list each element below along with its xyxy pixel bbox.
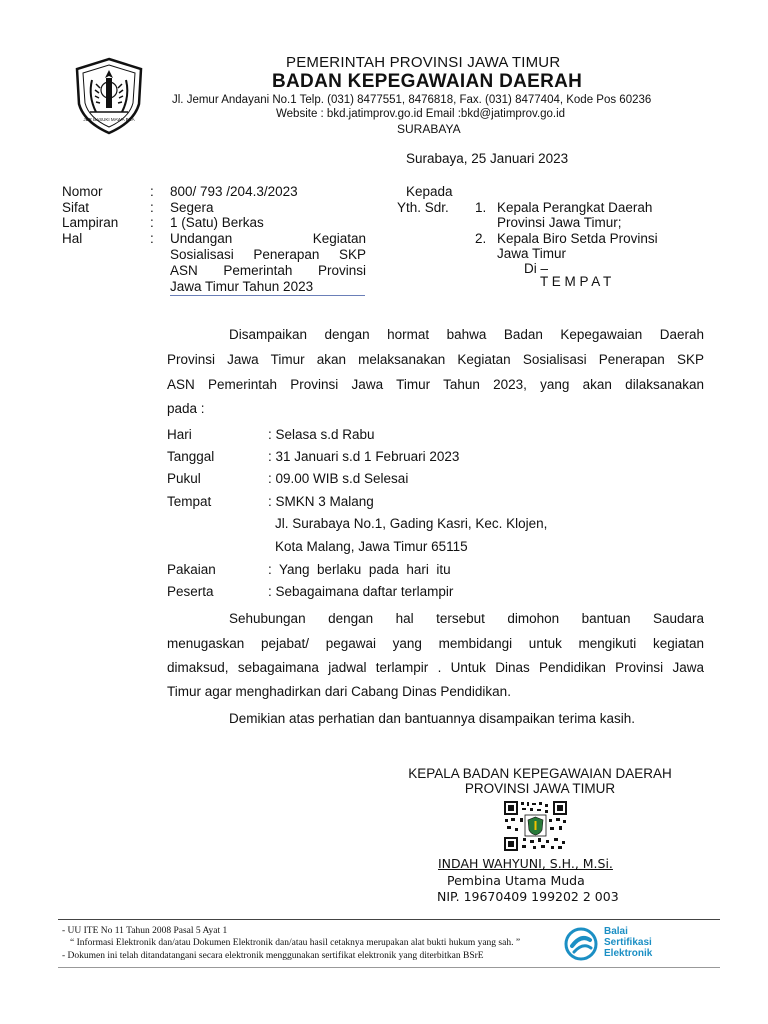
signature-name: INDAH WAHYUNI, S.H., M.Si. [438,856,613,871]
detail-peserta-label: Peserta [167,584,214,599]
footer-divider-top [58,919,720,920]
meta-sifat-sep: : [150,200,154,215]
para1-line-4: pada : [167,401,205,416]
recipient-item-1-line-1: Kepala Perangkat Daerah [497,200,653,215]
para2-line-2: menugaskan pejabat/ pegawai yang membidangi untuk mengikuti kegiatan [167,636,704,651]
signature-title-2: PROVINSI JAWA TIMUR [464,781,616,796]
subject-underline [170,295,365,296]
detail-address-line-2: Kota Malang, Jawa Timur 65115 [275,539,468,554]
bsre-label [604,926,652,959]
detail-pakaian-value: : Yang berlaku pada hari itu [268,562,451,577]
bsre-label-line-1: Balai [604,926,628,937]
detail-pakaian-label: Pakaian [167,562,216,577]
signature-title-1: KEPALA BADAN KEPEGAWAIAN DAERAH [408,766,672,781]
footer-line-3: - Dokumen ini telah ditandatangani secara elektronik menggunakan sertifikat elektronik yang diterbitkan BSrE [62,951,484,961]
meta-lampiran-label: Lampiran [62,215,119,230]
meta-nomor-value: 800/ 793 /204.3/2023 [170,184,298,199]
para1-line-2: Provinsi Jawa Timur akan melaksanakan Kegiatan Sosialisasi Penerapan SKP [167,352,704,367]
meta-sifat-value: Segera [170,200,214,215]
recipient-yth: Yth. Sdr. [397,200,449,215]
footer-line-1: - UU ITE No 11 Tahun 2008 Pasal 5 Ayat 1 [62,926,228,936]
detail-hari-value: : Selasa s.d Rabu [268,427,375,442]
detail-peserta-value: : Sebagaimana daftar terlampir [268,584,454,599]
meta-hal-label: Hal [62,231,83,246]
signature-nip: NIP. 19670409 199202 2 003 [437,889,619,904]
detail-tempat-label: Tempat [167,494,212,509]
signature-qr-code [503,800,568,852]
recipient-num-2: 2. [475,231,487,246]
meta-lampiran-value: 1 (Satu) Berkas [170,215,264,230]
closing-sentence: Demikian atas perhatian dan bantuannya disampaikan terima kasih. [229,711,635,726]
bsre-label-line-3: Elektronik [604,948,653,959]
letterhead-city: SURABAYA [397,122,461,136]
meta-hal-sep: : [150,231,154,246]
detail-tanggal-label: Tanggal [167,449,215,464]
recipient-item-2-line-2: Jawa Timur [497,246,567,261]
detail-address-line-1: Jl. Surabaya No.1, Gading Kasri, Kec. Klojen, [275,516,548,531]
meta-lampiran-sep: : [150,215,154,230]
detail-tempat-value: : SMKN 3 Malang [268,494,374,509]
bsre-label-line-2: Sertifikasi [604,937,652,948]
recipient-num-1: 1. [475,200,487,215]
recipient-item-1-line-2: Provinsi Jawa Timur; [497,215,622,230]
subject-line-1: Undangan Kegiatan [170,231,366,246]
detail-tanggal-value: : 31 Januari s.d 1 Februari 2023 [268,449,460,464]
subject-block [170,231,366,295]
para2-line-4: Timur agar menghadirkan dari Cabang Dinas Pendidikan. [167,684,511,699]
letterhead-website: Website : bkd.jatimprov.go.id Email :bkd@jatimprov.go.id [276,108,566,120]
bsre-logo-icon [563,926,599,962]
footer-line-2: “ Informasi Elektronik dan/atau Dokumen Elektronik dan/atau hasil cetaknya merupakan alat bukti hukum yang sah. ” [70,938,521,948]
subject-line-2: Sosialisasi Penerapan SKP [170,247,366,262]
subject-line-4: Jawa Timur Tahun 2023 [170,279,314,294]
logo-motto: JER BASUKI MAWA BEA [83,117,135,122]
para1-line-1: Disampaikan dengan hormat bahwa Badan Kepegawaian Daerah [229,327,704,342]
recipient-tempat: T E M P A T [540,274,612,289]
recipient-item-2-line-1: Kepala Biro Setda Provinsi [497,231,658,246]
para1-line-3: ASN Pemerintah Provinsi Jawa Timur Tahun 2023, yang akan dilaksanakan [167,377,704,392]
detail-hari-label: Hari [167,427,192,442]
recipient-kepada: Kepada [406,184,453,199]
para2-line-1: Sehubungan dengan hal tersebut dimohon bantuan Saudara [229,611,704,626]
recipient-di: Di – [524,261,549,276]
letterhead-address: Jl. Jemur Andayani No.1 Telp. (031) 8477551, 8476818, Fax. (031) 8477404, Kode Pos 60236 [172,94,652,106]
detail-pukul-value: : 09.00 WIB s.d Selesai [268,471,409,486]
letter-date: Surabaya, 25 Januari 2023 [406,151,569,166]
footer-divider-bottom [58,967,720,968]
meta-sifat-label: Sifat [62,200,90,215]
letterhead-agency: BADAN KEPEGAWAIAN DAERAH [272,71,583,92]
subject-line-3: ASN Pemerintah Provinsi [170,263,366,278]
meta-nomor-sep: : [150,184,154,199]
letterhead-government: PEMERINTAH PROVINSI JAWA TIMUR [286,54,561,71]
province-logo [68,56,150,136]
signature-rank: Pembina Utama Muda [447,873,585,888]
meta-nomor-label: Nomor [62,184,103,199]
para2-line-3: dimaksud, sebagaimana jadwal terlampir . Untuk Dinas Pendidikan Provinsi Jawa [167,660,704,675]
detail-pukul-label: Pukul [167,471,201,486]
